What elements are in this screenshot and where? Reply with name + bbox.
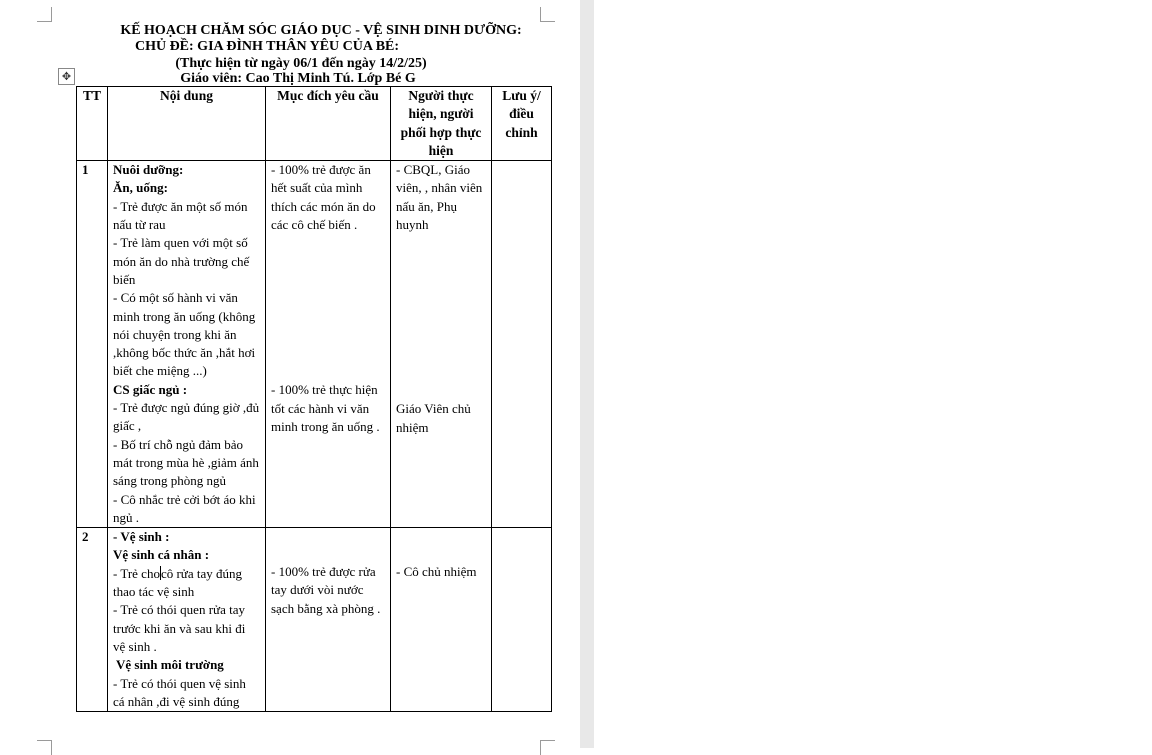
table-row (77, 161, 552, 528)
content-item: - Có một số hành vi văn minh trong ăn uống (không nói chuyện trong khi ăn ,không bốc thức ăn ,hắt hơi biết che miệng ...) (113, 290, 256, 379)
table-move-handle[interactable] (58, 68, 75, 85)
note-cell[interactable] (492, 528, 552, 712)
person-text: Giáo Viên chủ nhiệm (396, 401, 471, 435)
content-item: - Trẻ được ngủ đúng giờ ,đủ giấc , (113, 400, 260, 434)
care-plan-table (76, 86, 552, 712)
subsection-heading: Vệ sinh môi trường (116, 657, 224, 673)
content-cell[interactable] (108, 528, 266, 712)
header-note: Lưu ý/ điều chỉnh (492, 87, 552, 161)
subsection-heading: Vệ sinh cá nhân : (113, 547, 210, 563)
section-heading: Nuôi dưỡng: (113, 162, 184, 178)
crop-mark-top-left (37, 7, 52, 22)
purpose-text: - 100% trẻ được rửa tay dưới vòi nước sạch bằng xà phòng . (271, 564, 381, 616)
page-gap (580, 0, 594, 748)
purpose-cell[interactable] (266, 161, 391, 528)
purpose-text: - 100% trẻ được ăn hết suất của mình thích các món ăn do các cô chế biến . (271, 162, 376, 233)
content-item: - Bố trí chỗ ngủ đảm bảo mát trong mùa hè ,giảm ánh sáng trong phòng ngủ (113, 436, 259, 489)
person-text: - Cô chủ nhiệm (396, 564, 477, 580)
header-purpose: Mục đích yêu cầu (266, 87, 391, 161)
table-row (77, 528, 552, 712)
person-text: - CBQL, Giáo viên, , nhân viên nấu ăn, Phụ huynh (396, 162, 483, 233)
content-item: - Cô nhắc trẻ cởi bớt áo khi ngủ . (113, 491, 256, 525)
document-page (0, 0, 580, 748)
row-number[interactable]: 1 (77, 161, 108, 528)
table-header-row (77, 87, 552, 161)
content-item: - Trẻ có thói quen vệ sinh cá nhân ,đi vệ sinh đúng (113, 675, 246, 709)
header-person: Người thực hiện, người phối hợp thực hiện (391, 87, 492, 161)
header-content: Nội dung (108, 87, 266, 161)
content-cell[interactable] (108, 161, 266, 528)
teacher-class: Giáo viên: Cao Thị Minh Tú. Lớp Bé G (180, 71, 416, 86)
topic-title: CHỦ ĐỀ: GIA ĐÌNH THÂN YÊU CỦA BÉ: (134, 39, 400, 54)
row-number[interactable]: 2 (77, 528, 108, 712)
person-cell[interactable] (391, 528, 492, 712)
purpose-text: - 100% trẻ thực hiện tốt các hành vi văn minh trong ăn uống . (271, 382, 380, 434)
content-item: - Trẻ được ăn một số món nấu từ rau (113, 198, 248, 233)
header-tt: TT (77, 87, 108, 161)
document-title: KẾ HOẠCH CHĂM SÓC GIÁO DỤC - VỆ SINH DINH DƯỠNG: (120, 23, 522, 38)
section-heading: - Vệ sinh : (113, 529, 170, 545)
note-cell[interactable] (492, 161, 552, 528)
content-item: - Trẻ có thói quen rửa tay trước khi ăn và sau khi đi vệ sinh . (113, 602, 246, 654)
crop-mark-top-right (540, 7, 555, 22)
purpose-cell[interactable] (266, 528, 391, 712)
content-item: - Trẻ làm quen với một số món ăn do nhà trường chế biến (113, 235, 250, 287)
date-range: (Thực hiện từ ngày 06/1 đến ngày 14/2/25) (175, 56, 427, 71)
move-icon: ✥ (61, 70, 72, 83)
subsection-heading: CS giấc ngủ : (113, 381, 188, 397)
canvas-background (594, 0, 1152, 748)
person-cell[interactable] (391, 161, 492, 528)
subsection-heading: Ăn, uống: (113, 180, 168, 196)
content-item: - Trẻ chocô rửa tay đúng thao tác vệ sinh (113, 565, 242, 600)
